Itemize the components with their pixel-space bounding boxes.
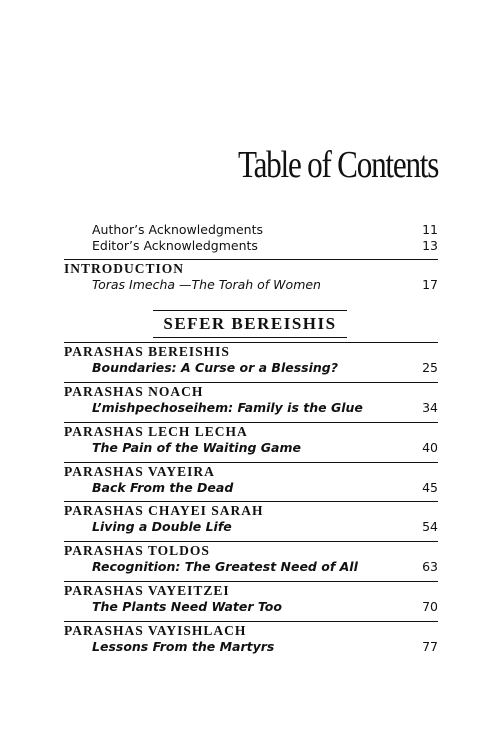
toc-heading-chayei-sarah[interactable]: PARASHAS CHAYEI SARAH (64, 503, 264, 518)
page-title: Table of Contents (237, 144, 438, 186)
page-number: 63 (422, 559, 438, 574)
toc-heading-toldos[interactable]: PARASHAS TOLDOS (64, 543, 210, 558)
toc-entry-chayei-sarah[interactable] (92, 518, 438, 536)
page-number: 34 (422, 400, 438, 415)
toc-entry-noach[interactable] (92, 399, 438, 417)
page-number: 70 (422, 599, 438, 614)
toc-heading-vayeira[interactable]: PARASHAS VAYEIRA (64, 464, 215, 479)
entry-title: The Pain of the Waiting Game (92, 440, 301, 455)
page-number: 25 (422, 360, 438, 375)
toc-heading-vayishlach[interactable]: PARASHAS VAYISHLACH (64, 623, 247, 638)
toc-entry-authors-acknowledgments[interactable] (92, 221, 438, 238)
page-number: 40 (422, 440, 438, 455)
entry-title: Toras Imecha —The Torah of Women (92, 277, 321, 292)
toc-heading-introduction[interactable]: INTRODUCTION (64, 261, 185, 276)
entry-title: Author’s Acknowledgments (92, 222, 264, 237)
page-number: 77 (422, 639, 438, 654)
toc-entry-introduction[interactable] (92, 276, 438, 294)
toc-entry-toldos[interactable] (92, 558, 438, 576)
toc-entry-vayeira[interactable] (92, 479, 438, 497)
page-number: 54 (422, 519, 438, 534)
section-heading (153, 310, 347, 338)
toc-heading-bereishis[interactable]: PARASHAS BEREISHIS (64, 344, 230, 359)
entry-title: Boundaries: A Curse or a Blessing? (92, 360, 338, 375)
page-number: 17 (422, 277, 438, 292)
page-number: 13 (422, 238, 438, 253)
section-title: SEFER BEREISHIS (163, 314, 337, 333)
entry-title: Living a Double Life (92, 519, 232, 534)
toc-entry-bereishis[interactable] (92, 359, 438, 377)
entry-title: Editor’s Acknowledgments (92, 238, 258, 253)
page-number: 45 (422, 480, 438, 495)
toc-entry-vayishlach[interactable] (92, 638, 438, 656)
toc-entry-lech-lecha[interactable] (92, 439, 438, 457)
toc-entry-vayeitzei[interactable] (92, 598, 438, 616)
toc-entry-editors-acknowledgments[interactable] (92, 237, 438, 254)
toc-heading-vayeitzei[interactable]: PARASHAS VAYEITZEI (64, 583, 230, 598)
entry-title: L’mishpechoseihem: Family is the Glue (92, 400, 363, 415)
toc-heading-lech-lecha[interactable]: PARASHAS LECH LECHA (64, 424, 248, 439)
entry-title: Lessons From the Martyrs (92, 639, 275, 654)
entry-title: The Plants Need Water Too (92, 599, 282, 614)
page-number: 11 (422, 222, 438, 237)
toc-heading-noach[interactable]: PARASHAS NOACH (64, 384, 204, 399)
entry-title: Recognition: The Greatest Need of All (92, 559, 358, 574)
entry-title: Back From the Dead (92, 480, 234, 495)
